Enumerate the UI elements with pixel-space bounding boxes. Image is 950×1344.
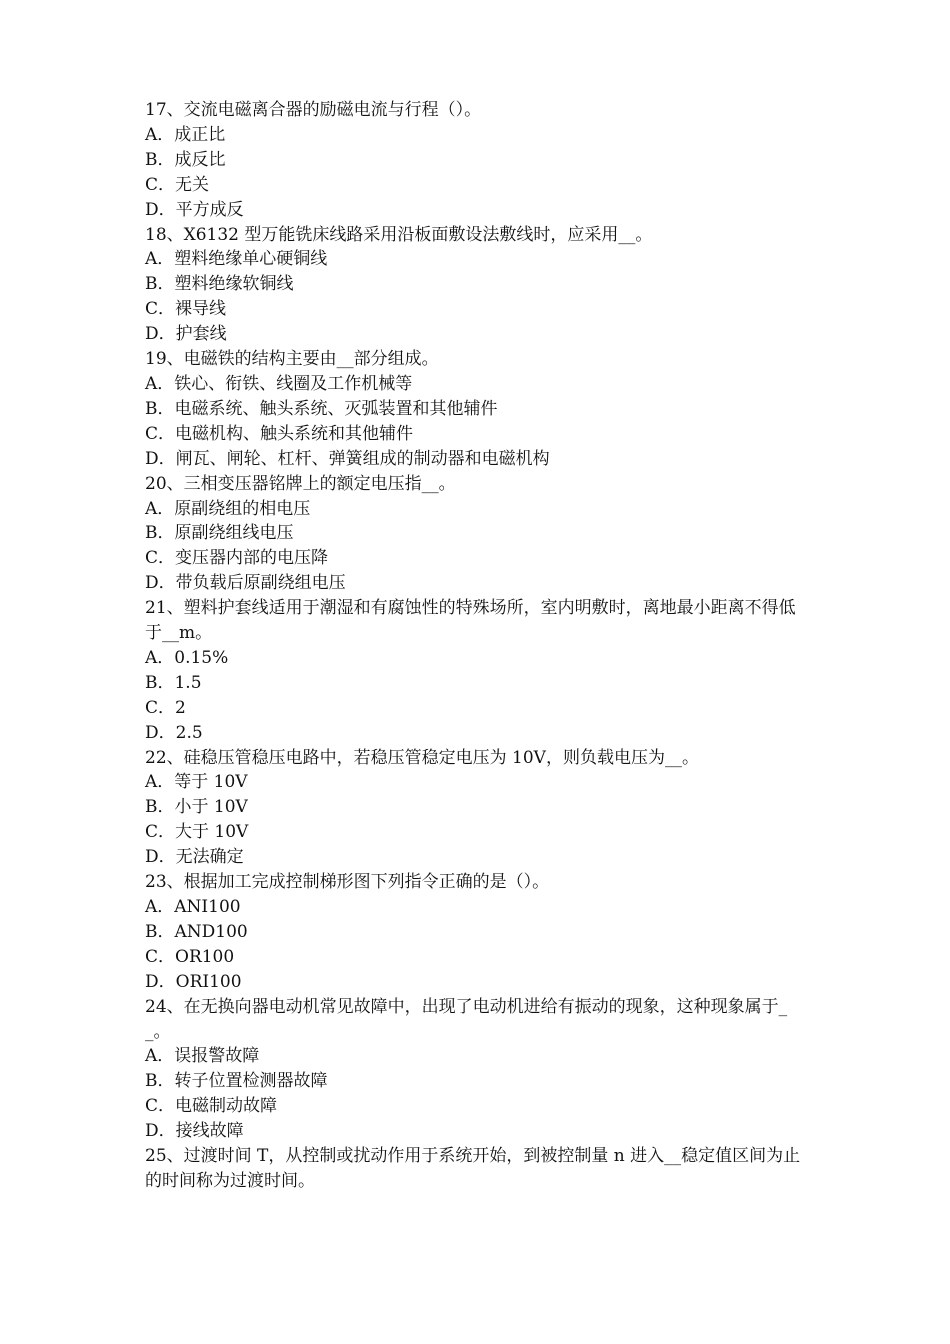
option-b: B．成反比 (145, 149, 226, 170)
option-d: D．接线故障 (145, 1121, 244, 1142)
option-c: C．变压器内部的电压降 (145, 548, 329, 569)
option-a: A．原副绕组的相电压 (145, 498, 311, 519)
option-a: A．0.15% (145, 647, 229, 668)
option-d: D．无法确定 (145, 847, 244, 868)
question-stem: 18、X6132 型万能铣床线路采用沿板面敷设法敷线时，应采用__。 (145, 224, 653, 245)
question-stem: 20、三相变压器铭牌上的额定电压指__。 (145, 473, 456, 494)
question-stem: 24、在无换向器电动机常见故障中，出现了电动机进给有振动的现象，这种现象属于__。 (145, 996, 788, 1042)
question-stem: 25、过渡时间 T，从控制或扰动作用于系统开始，到被控制量 n 进入__稳定值区间为止的时间称为过渡时间。 (145, 1146, 801, 1191)
option-a: A．成正比 (145, 124, 226, 145)
option-c: C．无关 (145, 174, 210, 195)
option-c: C．2 (145, 697, 186, 718)
option-c: C．大于 10V (145, 822, 249, 843)
option-b: B．AND100 (145, 921, 248, 942)
question-stem: 21、塑料护套线适用于潮湿和有腐蚀性的特殊场所，室内明敷时，离地最小距离不得低于__m。 (145, 598, 796, 644)
question-20 (145, 472, 810, 597)
option-d: D．2.5 (145, 722, 203, 743)
option-d: D．护套线 (145, 324, 227, 345)
option-b: B．小于 10V (145, 797, 248, 818)
question-21 (145, 596, 810, 745)
option-c: C．裸导线 (145, 299, 227, 320)
option-c: C．电磁机构、触头系统和其他辅件 (145, 423, 414, 444)
option-a: A．等于 10V (145, 772, 248, 793)
option-d: D．平方成反 (145, 199, 244, 220)
option-a: A．ANI100 (145, 897, 241, 917)
option-c: C．电磁制动故障 (145, 1096, 278, 1117)
question-18 (145, 223, 810, 348)
option-b: B．转子位置检测器故障 (145, 1071, 328, 1092)
question-stem: 22、硅稳压管稳压电路中，若稳压管稳定电压为 10V，则负载电压为__。 (145, 747, 699, 768)
question-25 (145, 1144, 810, 1194)
option-d: D．闸瓦、闸轮、杠杆、弹簧组成的制动器和电磁机构 (145, 448, 550, 469)
option-b: B．电磁系统、触头系统、灭弧装置和其他辅件 (145, 398, 498, 419)
option-a: A．铁心、衔铁、线圈及工作机械等 (145, 373, 413, 394)
option-d: D．ORI100 (145, 971, 242, 992)
option-d: D．带负载后原副绕组电压 (145, 573, 346, 594)
question-stem: 19、电磁铁的结构主要由__部分组成。 (145, 349, 439, 370)
question-stem: 23、根据加工完成控制梯形图下列指令正确的是（）。 (145, 872, 550, 893)
option-c: C．OR100 (145, 946, 235, 967)
document-body (145, 98, 810, 1194)
question-17 (145, 98, 810, 223)
question-22 (145, 746, 810, 871)
option-b: B．1.5 (145, 672, 202, 693)
option-a: A．误报警故障 (145, 1046, 260, 1067)
option-b: B．塑料绝缘软铜线 (145, 274, 294, 295)
question-19 (145, 347, 810, 472)
question-24 (145, 995, 810, 1144)
option-b: B．原副绕组线电压 (145, 523, 294, 544)
question-stem: 17、交流电磁离合器的励磁电流与行程（）。 (145, 100, 482, 120)
option-a: A．塑料绝缘单心硬铜线 (145, 249, 328, 270)
question-23 (145, 870, 810, 995)
